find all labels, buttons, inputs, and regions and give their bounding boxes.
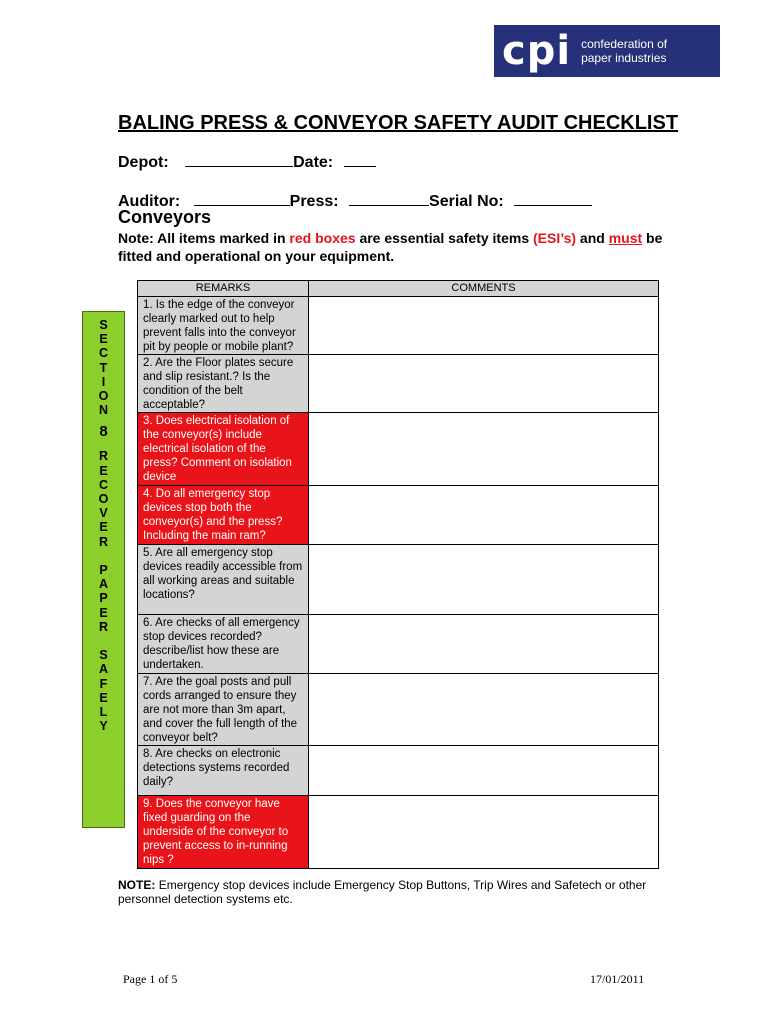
logo-text (581, 37, 667, 65)
remark-text: 7. Are the goal posts and pull cords arranged to ensure they are not more than 3m apart, and cover the full length of the conveyor belt? (143, 676, 298, 744)
side-letter: A (98, 662, 109, 677)
side-letter: R (98, 619, 109, 634)
remark-cell-esi (138, 413, 309, 486)
comment-cell[interactable] (309, 796, 659, 869)
side-letter: S (99, 318, 108, 332)
section-heading: Conveyors (118, 207, 212, 227)
side-letter: N (98, 403, 109, 418)
auditor-field[interactable] (194, 189, 290, 206)
depot-field[interactable] (185, 150, 293, 167)
side-letter: P (99, 591, 108, 606)
logo-mark: cpi (502, 28, 572, 74)
remark-cell (138, 545, 309, 615)
side-letter: E (99, 605, 108, 620)
side-letter: C (98, 346, 109, 361)
note-part-1: Note: All items marked in (118, 230, 290, 246)
date-field[interactable] (344, 150, 376, 167)
checklist-table (137, 280, 659, 869)
serial-field[interactable] (514, 189, 592, 206)
footer-date: 17/01/2011 (590, 972, 645, 986)
table-row (138, 615, 659, 674)
note-red-boxes: red boxes (289, 230, 356, 246)
comment-cell[interactable] (309, 355, 659, 413)
depot-date-row (118, 150, 376, 172)
side-letter: A (98, 577, 109, 592)
side-letter: V (99, 506, 108, 521)
page-number: Page 1 of 5 (123, 972, 178, 986)
remark-text: 8. Are checks on electronic detections systems recorded daily? (143, 748, 290, 788)
remark-text: 3. Does electrical isolation of the conveyor(s) include electrical isolation of the press? Comment on isolation device (143, 415, 292, 483)
comment-cell[interactable] (309, 486, 659, 545)
table-row (138, 297, 659, 355)
bottom-note (118, 878, 678, 906)
side-letter: E (99, 332, 108, 347)
side-letter: F (99, 676, 108, 691)
table-row (138, 545, 659, 615)
remark-text: 6. Are checks of all emergency stop devices recorded? describe/list how these are undertaken. (143, 617, 300, 671)
press-field[interactable] (349, 189, 429, 206)
cpi-logo (494, 25, 720, 77)
comment-cell[interactable] (309, 746, 659, 796)
side-letter: T (99, 360, 108, 375)
depot-label: Depot: (118, 154, 169, 171)
note-esis: (ESI’s) (533, 230, 577, 246)
remark-cell (138, 746, 309, 796)
remark-text: 4. Do all emergency stop devices stop both the conveyor(s) and the press? Including the main ram? (143, 488, 283, 542)
remark-cell (138, 297, 309, 355)
comment-cell[interactable] (309, 413, 659, 486)
side-letter: E (99, 463, 108, 478)
auditor-label: Auditor: (118, 193, 181, 210)
remark-text: 2. Are the Floor plates secure and slip resistant.? Is the condition of the belt acceptable? (143, 357, 294, 411)
logo-line-1: confederation of (581, 37, 668, 51)
side-letter: R (98, 449, 109, 464)
side-letter: O (98, 492, 109, 507)
remark-text: 1. Is the edge of the conveyor clearly marked out to help prevent falls into the conveyor pit by people or mobile plant? (143, 299, 296, 353)
table-row (138, 355, 659, 413)
side-section-number: 8 (99, 423, 108, 441)
remark-cell (138, 674, 309, 746)
note-must: must (608, 230, 643, 246)
side-letter: E (99, 690, 108, 705)
comment-cell[interactable] (309, 545, 659, 615)
side-letter: O (98, 389, 109, 404)
remark-text: 9. Does the conveyor have fixed guarding on the underside of the conveyor to prevent access to in-running nips ? (143, 798, 289, 866)
table-row (138, 674, 659, 746)
remark-cell (138, 615, 309, 674)
remark-text: 5. Are all emergency stop devices readily accessible from all working areas and suitable locations? (143, 547, 303, 601)
bottom-note-label: NOTE: (118, 878, 156, 892)
logo-line-2: paper industries (581, 51, 667, 65)
side-letter: C (98, 477, 109, 492)
date-label: Date: (293, 154, 334, 171)
table-row (138, 796, 659, 869)
table-row (138, 746, 659, 796)
comment-cell[interactable] (309, 674, 659, 746)
note-part-2: are essential safety items (355, 230, 533, 246)
remark-cell-esi (138, 486, 309, 545)
remark-cell-esi (138, 796, 309, 869)
bottom-note-text: Emergency stop devices include Emergency Stop Buttons, Trip Wires and Safetech or other personnel detection systems etc. (118, 878, 647, 906)
side-letter: S (99, 648, 108, 663)
side-letter: E (99, 520, 108, 535)
table-row (138, 486, 659, 545)
side-letter: I (101, 374, 106, 389)
press-label: Press: (289, 193, 339, 210)
side-letter: L (99, 705, 108, 720)
comment-cell[interactable] (309, 297, 659, 355)
document-title: BALING PRESS & CONVEYOR SAFETY AUDIT CHECKLIST (118, 112, 679, 134)
side-letter: Y (99, 719, 108, 734)
side-letter: R (98, 534, 109, 549)
section-side-label (82, 311, 125, 828)
note-part-3: and (576, 230, 609, 246)
table-row (138, 413, 659, 486)
table-header-row (138, 281, 659, 297)
side-letter: P (99, 563, 108, 578)
esi-note (118, 229, 663, 265)
header-remarks: REMARKS (138, 281, 309, 297)
serial-label: Serial No: (429, 193, 504, 210)
header-comments: COMMENTS (309, 281, 659, 297)
comment-cell[interactable] (309, 615, 659, 674)
remark-cell (138, 355, 309, 413)
note-part-4: be fitted and operational on your equipment. (118, 230, 663, 264)
